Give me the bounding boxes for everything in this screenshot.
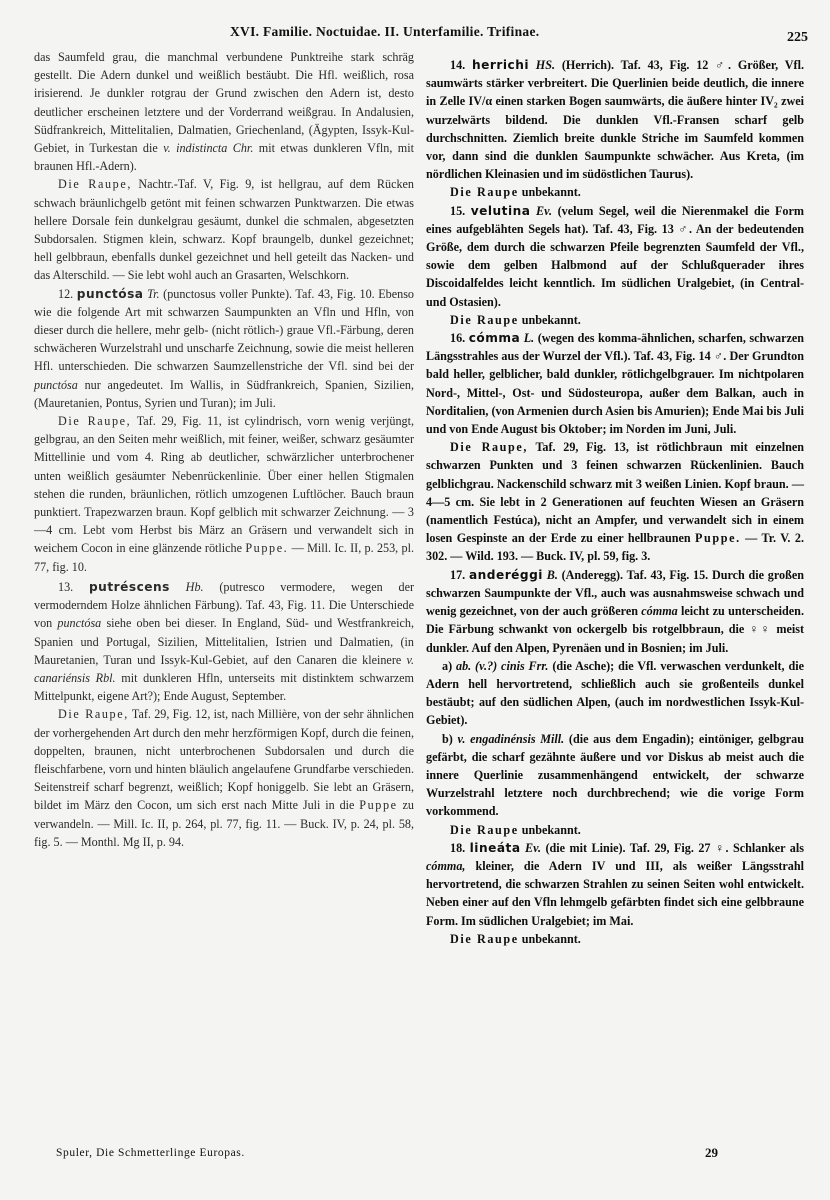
caterpillar-paragraph: Die Raupe, Nachtr.-Taf. V, Fig. 9, ist hellgrau, auf dem Rücken schwach bräunlichgelb getönt mit feinen schwarzen Punktwarzen. Die etwas hellere Dorsale fein dunkelgrau gesäumt, dunkel die schmalen, abgesetzten Subdorsalen. Stigmen klein, schwarz. Kopf braungelb, dunkel gezeichnet; hell gelbbraun, ebenfalls dunkel gezeichnet und hell geteilt das Nacken- und das Alterschild. — Sie lebt wohl auch an Grasarten, Welschkorn. [34,177,414,283]
species-name: herrichi [471,58,529,72]
species-18-entry: 18. lineáta Ev. (die mit Linie). Taf. 29, Fig. 27 ♀. Schlanker als cómma, kleiner, die Adern IV und III, als weißer Längsstrahl hervortretend, die schwarzen Strahlen zu seinen Seiten wohl entwickelt. Neben einer auf den Vfln lehmgelb gefärbten findet sich eine gelbbraune Form. Im südlichen Uralgebiet; im Mai. [426,840,804,928]
species-name: lineáta [469,840,521,855]
page-number: 225 [787,30,808,45]
caterpillar-paragraph: Die Raupe, Taf. 29, Fig. 12, ist, nach Millière, von der sehr ähnlichen der vorhergehenden Art durch den mehr herzförmigen Kopf, durch die feinen, doppelten, braunen, nicht unterbrochenen Subdorsalen und durch die fleischfarbene, vorn und hinten bläulich angelaufene Grundfarbe verschieden. Seitenstreif scharf begrenzt, weißlich; Kopf honiggelb. Sie lebt an Gräsern, bildet im März den Cocon, um sich erst nach Mitte Juli in die Puppe zu verwandeln. — Mill. Ic. II, p. 264, pl. 77, fig. 11. — Buck. IV, p. 24, pl. 58, fig. 5. — Monthl. Mg II, p. 94. [34,707,414,849]
footer-signature: 29 [705,1145,718,1160]
species-name: anderéggi [468,567,543,582]
caterpillar-paragraph: Die Raupe, Taf. 29, Fig. 13, ist rötlichbraun mit einzelnen schwarzen Punkten und 3 feinen schwarzen Rückenlinien. Bauch gelblichgrau. Nackenschild schwarz mit 3 weißen Linien. Kopf braun. — 4—5 cm. Sie lebt in 2 Generationen auf feuchten Wiesen an Gräsern (namentlich Festúca), nicht an Ampfer, und verwandelt sich in einem losen Gespinste an der Erde zu einer hellbraunen Puppe. — Tr. V. 2. 302. — Wild. 193. — Buck. IV, pl. 59, fig. 3. [426,440,804,564]
species-13-entry: 13. putréscens Hb. (putresco vermodere, wegen der vermoderndem Holze ähnlichen Färbung). Taf. 43, Fig. 11. Die Unterschiede von punctósa siehe oben bei dieser. In England, Süd- und Westfrankreich, Spanien und Portugal, Sizilien, Mittelitalien, Istrien und Dalmatien, (in Mauretanien, Turan und Issyk-Kul-Gebiet, auf den Canaren die kleinere v. canariénsis Rbl. mit dunkleren Hfln, unterseits mit distinktem schwarzem Mittelpunkt, eigene Art?); Ende August, September. [34,579,414,704]
footer-book-title: Spuler, Die Schmetterlinge Europas. [56,1147,245,1159]
species-17-entry: 17. anderéggi B. (Anderegg). Taf. 43, Fig. 15. Durch die großen schwarzen Saumpunkte der Vfl., auch was ausnahmsweise schwach und wenig gezeichnet, von der auch größeren cómma leicht zu unterscheiden. Die Färbung schwankt von ockergelb bis rotgelbbraun, die ♀♀ meist dunkler. Auf den Alpen, Pyrenäen und in Bosnien; im Juli. [426,567,804,655]
species-15-entry: 15. velutina Ev. (velum Segel, weil die Nierenmakel die Form eines aufgeblähten Segels hat). Taf. 43, Fig. 13 ♂. An der bedeutenden Größe, dem durch die schwarzen Pfeile begrenzten Saumfeld der Vfl., sowie dem gelben Halbmond auf der Schlußquerader ihres Discoidalfeldes leicht kenntlich. Im südlichen Uralgebiet, (in Central- und Ostasien). [426,203,804,309]
caterpillar-paragraph: Die Raupe unbekannt. [450,931,581,946]
running-head: XVI. Familie. Noctuidae. II. Unterfamilie. Trifinae. [230,24,540,39]
caterpillar-paragraph: Die Raupe unbekannt. [450,185,581,200]
species-14-entry: 14. herrichi HS. (Herrich). Taf. 43, Fig. 12 ♂. Größer, Vfl. saumwärts stärker verbreitert. Die Querlinien beide deutlich, die innere in Zelle IV/α einen starken Bogen saumwärts, die äußere hinter IV₂ zwei wurzelwärts bildend. Die dunklen Vfl.-Fransen scharf gelb durchschnitten. Ziemlich breite dunkle Striche im Saumfeld kommen vor, dann sind die dunklen Saumpunkte schwächer. Aus Kreta, (im nördlichen Kleinasien und im südöstlichen Taurus). [426,58,804,182]
variety-b: b) v. engadinénsis Mill. (die aus dem Engadin); eintöniger, gelbgrau gefärbt, die scharf gezähnte äußere und vor Diskus ab meist auch die innere Querlinie zusammenhängend entwickelt, der schwarze Wurzelstrahl letztere noch durchbrechend; wie die vorige Form vorkommend. [426,731,804,819]
species-name: putréscens [88,579,170,594]
taxon-name: v. indistincta Chr. [163,141,254,156]
species-name: velutina [470,203,531,218]
species-name: punctósa [76,286,144,301]
caterpillar-paragraph: Die Raupe unbekannt. [450,312,581,327]
caterpillar-paragraph: Die Raupe, Taf. 29, Fig. 11, ist cylindrisch, vorn wenig verjüngt, gelbgrau, an den Seiten mehr weißlich, mit feiner, weißer, schwarz gesäumter Mittellinie und vom 4. Ring ab deutlicher, schwärzlicher unterbrochener unten weißlich gesäumter Nebenrückenlinie. Über einer hellen Stigmalen stehen die runden, bräunlichen, rötlich umzogenen Luftlöcher. Bauch braun punktiert. Trapezwarzen braun. Kopf gelblich mit schwarzer Zeichnung. — 3—4 cm. Lebt vom Herbst bis März an Gräsern und verwandelt sich in weichem Cocon in eine glänzende rötliche Puppe. — Mill. Ic. II, p. 253, pl. 77, fig. 10. [34,414,414,574]
caterpillar-paragraph: Die Raupe unbekannt. [450,822,581,837]
paragraph: das Saumfeld grau, die manchmal verbundene Punktreihe stark schräg gestellt. Die Adern dunkel und weißlich bestäubt. Die Hfl. weißlich, rosa irisierend. Je dunkler rotgrau der Grund zwischen den Adern ist, desto deutlicher erscheinen letztere und der Vorderrand weißgrau. In Andalusien, Südfrankreich, Mittelitalien, Dalmatien, Griechenland, (Ägypten, Issyk-Kul-Gebiet, in Turkestan die v. indistincta Chr. mit etwas dunkleren Vfln, mit braunen Hfl.-Adern). [34,50,414,174]
species-16-entry: 16. cómma L. (wegen des komma-ähnlichen, scharfen, schwarzen Längsstrahles aus der Wurzel der Vfl.). Taf. 43, Fig. 14 ♂. Der Grundton bald heller, gelblicher, bald dunkler, rötlichgelbgrauer. Im nichtpolaren Nord-, Mittel-, Ost- und Südosteuropa, außer dem Balkan, auch in Norditalien, (von Armenien durch Asien bis Amurien); Ende Mai bis Juli und von Ende August bis Oktober; im Norden im Juni, Juli. [426,331,804,437]
species-12-entry: 12. punctósa Tr. (punctosus voller Punkte). Taf. 43, Fig. 10. Ebenso wie die folgende Art mit schwarzen Saumpunkten an Vfln und Hfln, von dieser durch die hellere, mehr gelb- (nicht rötlich-) graue Vfl.-Färbung, deren schwächeren Wurzelstrahl und unscharfe Zeichnung, sowie die meist helleren Hfl. unterschieden. Die schwarzen Saumzellenstriche der Vfl. sind bei der punctósa nur angedeutet. Im Wallis, in Südfrankreich, Spanien, Sizilien, (Mauretanien, Pontus, Syrien und Turan); im Juli. [34,286,414,410]
right-column [426,56,804,948]
left-column [34,48,414,851]
variety-a: a) ab. (v.?) cinis Frr. (die Asche); die Vfl. verwaschen verdunkelt, die Adern hell hervortretend, schließlich auch sie großenteils dunkel bestäubt; auf den südlichen Alpen, (auch im nordwestlichen Issyk-Kul-Gebiet). [426,658,804,728]
species-name: cómma [468,331,521,346]
